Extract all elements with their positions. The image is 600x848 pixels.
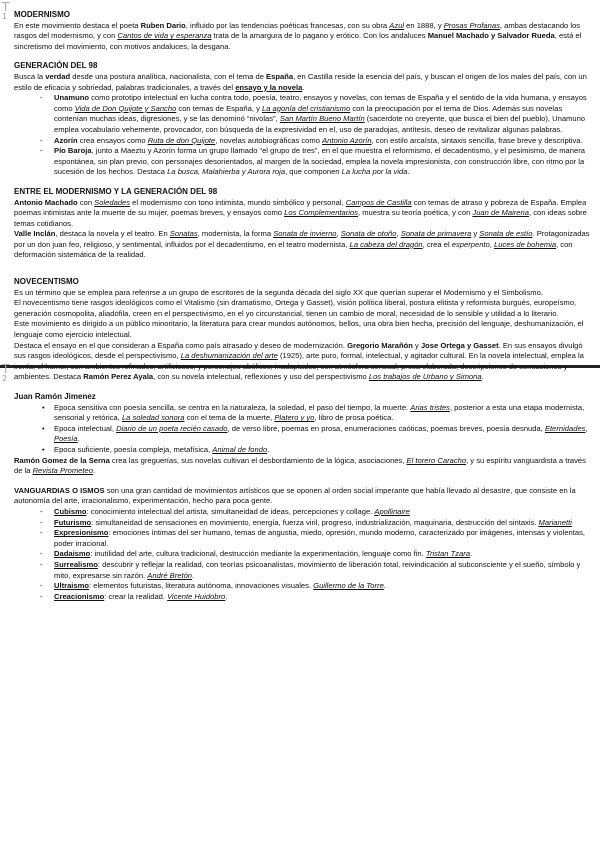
list-item-epoca-sensitiva: • Epoca sensitiva con poesía sencilla, se centra en la naturaleza, la soledad, el paso del tiempo, la muerte. Arias tristes, posterior a esta una etapa modernista, sensorial y retórica, La soledad sonora con el tema de la muerte, Platero y yo, libro de prosa poética. (54, 403, 590, 424)
list-item-vanguardia: - Dadaismo: inutilidad del arte, cultura tradicional, destrucción mediante la experimentación, lenguaje como fin. Tristan Tzara. (54, 549, 590, 560)
gomez-de-la-serna-paragraph: Ramón Gomez de la Serna crea las greguerías, sus novelas cultivan el desbordamiento de la lógica, asociaciones, El torero Caracho, y su espíritu vanguardista a través de la Revista Prometeo. (14, 455, 586, 476)
section-title-juan-ramon-jimenez: Juan Ramón Jimenez (14, 392, 96, 401)
list-item-unamuno: - Unamuno como prototipo intelectual en lucha contra todo, poesía, teatro, ensayos y novelas, con temas de España y el sentido de la vida humana, y ensayos como Vida de Don Quijote y Sancho con temas de España, y La agonía del cristianismo con la preocupación por el tema de Dios. Además sus novelas contenían muchas ideas, digresiones, y se las denominó “nivolas”, San Martín Bueno Martín (sacerdote no creyente, que busca el bien del pueblo), Unamuno emplea vocabulario vehemente, provocador, con búsqueda de la expresividad en el, uso de paradojas, antítesis, deseo de revitalizar algunas palabras. (54, 93, 590, 135)
list-item-vanguardia: - Futurismo: simultaneidad de sensaciones en movimiento, energía, fuerza viril, progreso, industrialización, maquinaria, destrucción del sintaxis. Marianetti (54, 518, 590, 529)
section-title-novecentismo: NOVECENTISMO (14, 277, 79, 287)
nov-paragraph-4: Destaca el ensayo en el que consideran a España como país atrasado y deseo de modernización. Gregorio Marañón y Jose Ortega y Gasset. En sus ensayos divulgó sus rasgos ideológicos, desde el perspectivismo, La deshumanización del arte (1925), arte puro, formal, intelectual, y agitador cultural. En la novela intelectual, emplea la ironía, el humor, con ambientes refinados, artificiosos, y personajes abúlicos, inadaptados, con atmósfera sensual, prosa elaborada, descripciones de sensaciones y ambientes. Destaca Ramón Perez Ayala, con su novela intelectual, reflexiones y uso del perspectivismo Los trabajos de Urbano y Simona. (14, 340, 584, 382)
machado-paragraph: Antonio Machado con Soledades el modernismo con tono intimista, mundo simbólico y personal, Campos de Castilla con temas de atraso y pobreza de España. Emplea poemas intimistas ante la muerte de su mujer, poemas breves, y ensayos como Los Complementarios, muestra su teoría poética, y con Juan de Mairena, con ideas sobre temas cotidianos. (14, 197, 587, 228)
list-item-vanguardia: - Surrealismo: descubrir y reflejar la realidad, con teorías psicoanalistas, movimiento de liberación total, reivindicación al subconsciente y el sueño, símbolo y mito, expresarse sin razón. André Bretón. (54, 560, 590, 581)
vanguardias-paragraph: VANGUARDIAS O ISMOS son una gran cantidad de movimientos artísticos que se oponen al orden social imperante que había llevado al desastre, que consiste en la autonomía del arte, irracionalismo, experimentación, hecho para poca gente. (14, 485, 576, 506)
list-item-vanguardia: - Expresionismo: emociones íntimas del ser humano, temas de angustia, miedo, opresión, mundo moderno, caracterizado por imágenes, intensas y violentas, poder irracional. (54, 528, 590, 549)
section-title-vanguardias: VANGUARDIAS O ISMOS (14, 485, 105, 495)
list-item-pio-baroja: - Pío Baroja, junto a Maeztu y Azorín forma un grupo llamado “el grupo de tres”, en el que muestra el reformismo, el decadentismo, y el pesimismo, de manera espontánea, sin plan previo, con personajes desorientados, al margen de la sociedad, emplea la novela impresionista, con construcción libre, con ritmo por la sucesión de los hechos. Destaca La busca, Malahierba y Aurora roja, que componen La lucha por la vida. (54, 146, 590, 178)
list-item-epoca-intelectual: • Epoca intelectual, Diario de un poeta recién casado, de verso libre, poemas en prosa, enumeraciones caóticas, poemas breves, poesía desnuda, Eternidades, Poesía. (54, 424, 590, 445)
nov-paragraph-2: El novecentismo tiene rasgos ideológicos como el Vitalismo (sin dramatismo, Ortega y Gasset), visión política liberal, postura elitista y reformista burgués, europeísmo, generación cosmopolita, aliadófila, creen en el perspectivismo, en el yo circunstancial, tienen un cambio de moral, necesidad de lo sensible y utilidad a lo literario. (14, 298, 577, 318)
g98-intro-paragraph: Busca la verdad desde una postura analítica, nacionalista, con el tema de España, en Castilla reside la esencia del país, y buscan el origen de los males del país, con un estilo de eficacia y sobriedad, palabras tradicionales, a través del ensayo y la novela. (14, 71, 587, 92)
jrj-epoch-list (14, 403, 590, 456)
g98-author-list (14, 93, 590, 178)
list-item-vanguardia: - Cubismo: conocimiento intelectual del artista, simultaneidad de ideas, percepciones y collage. Apollinaire (54, 507, 590, 518)
page-marker-2: T 2 (2, 362, 10, 383)
section-title-generacion-98: GENERACIÓN DEL 98 (14, 61, 98, 71)
section-title-modernismo: MODERNISMO (14, 10, 70, 19)
nov-paragraph-1: Es un término que se emplea para referirse a un grupo de escritores de la segunda década del siglo XX que querían superar el Modernismo y el Simbolismo. (14, 287, 543, 297)
valle-inclan-paragraph: Valle Inclán, destaca la novela y el teatro. En Sonatas, modernista, la forma Sonata de invierno, Sonata de otoño, Sonata de primavera y Sonata de estío. Protagonizadas por un don juan feo, religioso, y sentimental, influidos por el decadentismo, en el teatro modernista, La cabeza del dragón, crea el esperpento, Luces de bohemia, con deformación sistemática de la realidad. (14, 229, 590, 260)
document-page (14, 10, 590, 602)
modernismo-paragraph: En este movimiento destaca el poeta Ruben Dario, influido por las tendencias poéticas francesas, con su obra Azul en 1888, y Prosas Profanas, ambas destacando los rasgos del modernismo, y con Cantos de vida y esperanza trata de la amargura de lo pagano y erótico. Con los andaluces Manuel Machado y Salvador Rueda, está el sincretismo del movimiento, con motivos andaluces, la desgana. (14, 20, 582, 51)
list-item-vanguardia: - Creacionismo: crear la realidad. Vicente Huidobro. (54, 592, 590, 603)
vanguardias-list (14, 507, 590, 602)
list-item-azorin: - Azorín crea ensayos como Ruta de don Quijote, novelas autobiográficas como Antonio Azorín, con estilo arcaísta, sintaxis sencilla, frase breve y descriptiva. (54, 136, 590, 147)
list-item-epoca-suficiente: • Epoca suficiente, poesía compleja, metafísica, Animal de fondo. (54, 445, 590, 456)
list-item-vanguardia: - Ultraismo: elementos futuristas, literatura autónoma, innovaciones visuales. Guillermo de la Torre. (54, 581, 590, 592)
nov-paragraph-3: Este movimiento es dirigido a un público minoritario, la literatura para crear mundos autónomos, bellos, una obra bien hecha, precisión del lenguaje, deshumanización, el lenguaje como ejercicio intelectual. (14, 319, 584, 340)
section-title-entre: ENTRE EL MODERNISMO Y LA GENERACIÓN DEL 98 (14, 186, 218, 196)
page-marker-1: T 1 (2, 0, 10, 21)
